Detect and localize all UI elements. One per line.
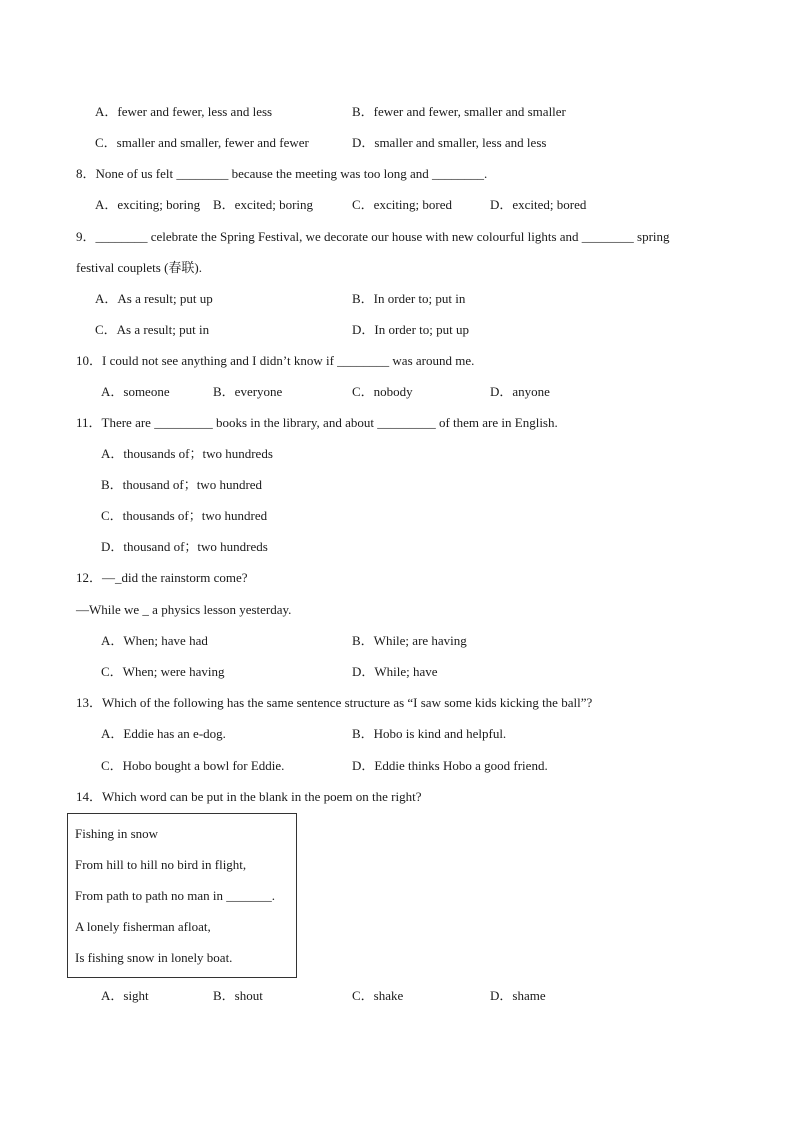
q13-option-d: D．Eddie thinks Hobo a good friend. bbox=[352, 758, 548, 773]
q14-option-a: A．sight bbox=[101, 988, 149, 1003]
poem-line: A lonely fisherman afloat, bbox=[75, 919, 211, 934]
poem-line: From path to path no man in _______. bbox=[75, 888, 276, 903]
q7-option-d: D．smaller and smaller, less and less bbox=[352, 135, 547, 150]
q12-option-a: A．When; have had bbox=[101, 633, 208, 648]
q9-option-c: C．As a result; put in bbox=[95, 322, 210, 337]
q8-option-b: B．excited; boring bbox=[213, 197, 314, 212]
q8-option-c: C．exciting; bored bbox=[352, 197, 453, 212]
q11-option-b: B．thousand of；two hundred bbox=[101, 477, 263, 492]
q8-option-d: D．excited; bored bbox=[490, 197, 587, 212]
q14-option-b: B．shout bbox=[213, 988, 263, 1003]
q10-option-d: D．anyone bbox=[490, 384, 550, 399]
q12-option-b: B．While; are having bbox=[352, 633, 467, 648]
q12-option-d: D．While; have bbox=[352, 664, 438, 679]
q13-option-b: B．Hobo is kind and helpful. bbox=[352, 726, 507, 741]
poem-line-title: Fishing in snow bbox=[75, 826, 159, 841]
q9-option-b: B．In order to; put in bbox=[352, 291, 466, 306]
q12-stem-line2: —While we _ a physics lesson yesterday. bbox=[76, 602, 292, 617]
q12-stem-line1: 12．—_did the rainstorm come? bbox=[76, 570, 248, 585]
q9-option-a: A．As a result; put up bbox=[95, 291, 213, 306]
poem-line: From hill to hill no bird in flight, bbox=[75, 857, 247, 872]
poem-line: Is fishing snow in lonely boat. bbox=[75, 950, 233, 965]
q14-option-c: C．shake bbox=[352, 988, 404, 1003]
q10-option-c: C．nobody bbox=[352, 384, 413, 399]
q9-stem-line2: festival couplets (春联). bbox=[76, 260, 202, 275]
q14-stem: 14．Which word can be put in the blank in the poem on the right? bbox=[76, 789, 422, 804]
q8-option-a: A．exciting; boring bbox=[95, 197, 201, 212]
q10-stem: 10．I could not see anything and I didn’t know if ________ was around me. bbox=[76, 353, 475, 368]
q11-option-d: D．thousand of；two hundreds bbox=[101, 539, 268, 554]
q13-option-c: C．Hobo bought a bowl for Eddie. bbox=[101, 758, 285, 773]
q7-option-b: B．fewer and fewer, smaller and smaller bbox=[352, 104, 566, 119]
q7-option-a: A．fewer and fewer, less and less bbox=[95, 104, 273, 119]
q8-stem: 8．None of us felt ________ because the meeting was too long and ________. bbox=[76, 166, 488, 181]
q11-option-c: C．thousands of；two hundred bbox=[101, 508, 268, 523]
q14-option-d: D．shame bbox=[490, 988, 546, 1003]
q7-option-c: C．smaller and smaller, fewer and fewer bbox=[95, 135, 309, 150]
q11-option-a: A．thousands of；two hundreds bbox=[101, 446, 273, 461]
q13-option-a: A．Eddie has an e-dog. bbox=[101, 726, 226, 741]
q9-option-d: D．In order to; put up bbox=[352, 322, 469, 337]
q9-stem-line1: 9．________ celebrate the Spring Festival, we decorate our house with new colourful lights and ________ spring bbox=[76, 229, 670, 244]
q11-stem: 11．There are _________ books in the library, and about _________ of them are in English. bbox=[76, 415, 558, 430]
q10-option-b: B．everyone bbox=[213, 384, 283, 399]
q12-option-c: C．When; were having bbox=[101, 664, 225, 679]
q10-option-a: A．someone bbox=[101, 384, 170, 399]
q13-stem: 13．Which of the following has the same sentence structure as “I saw some kids kicking the ball”? bbox=[76, 695, 593, 710]
